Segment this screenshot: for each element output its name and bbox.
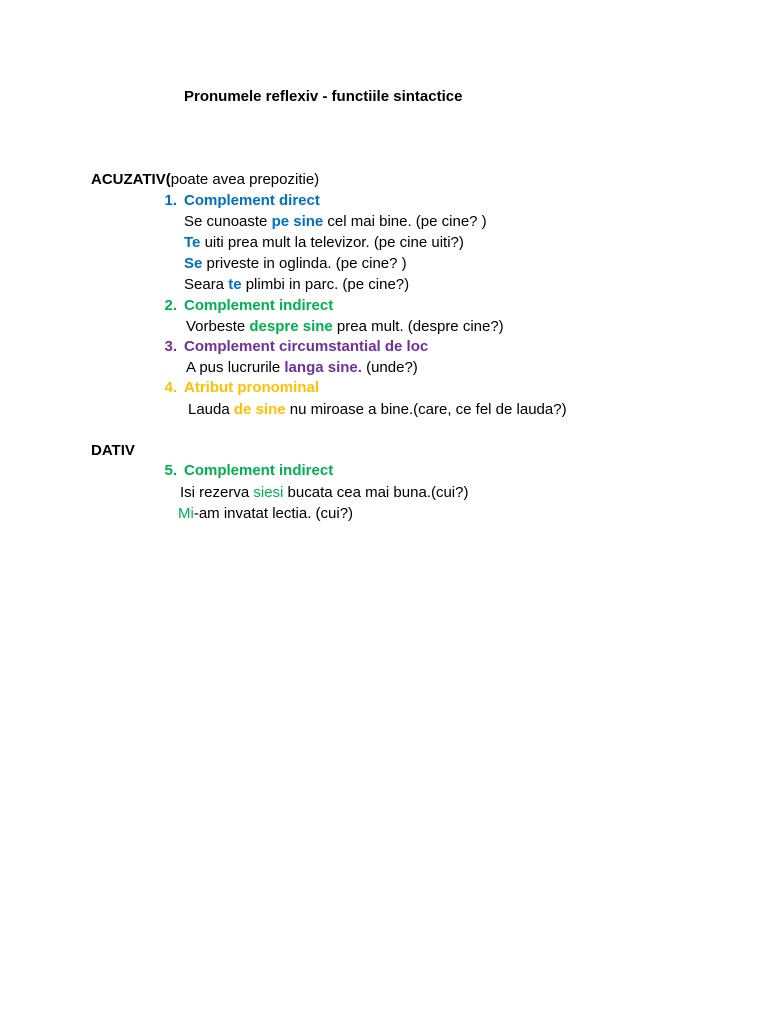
example-sentence	[188, 400, 567, 420]
list-item-complement-indirect-dativ	[155, 461, 333, 481]
example-sentence	[184, 233, 464, 253]
example-highlight: pe sine	[271, 213, 324, 230]
example-sentence	[184, 212, 487, 232]
example-highlight: te	[228, 276, 242, 293]
example-text: nu miroase a bine.(care, ce fel de lauda?)	[285, 401, 567, 418]
example-sentence	[178, 504, 353, 524]
acuzativ-heading-label: ACUZATIV(	[91, 171, 171, 188]
list-item-complement-circumstantial	[155, 337, 428, 357]
acuzativ-heading	[91, 170, 319, 190]
list-item-number: 3.	[164, 338, 177, 355]
example-text: Seara	[184, 276, 229, 293]
example-text: uiti prea mult la televizor. (pe cine uiti?)	[200, 234, 464, 251]
list-item-label: Complement indirect	[184, 297, 334, 314]
example-text: bucata cea mai buna.(cui?)	[283, 484, 469, 501]
example-highlight: Mi	[178, 505, 194, 522]
dativ-heading: DATIV	[91, 442, 135, 459]
example-highlight: despre sine	[249, 318, 333, 335]
list-item-label: Complement circumstantial de loc	[184, 338, 429, 355]
example-text: prea mult. (despre cine?)	[332, 318, 504, 335]
list-item-label: Atribut pronominal	[184, 379, 319, 396]
acuzativ-heading-close: )	[314, 171, 320, 188]
example-sentence	[186, 317, 504, 337]
list-item-number: 2.	[164, 297, 177, 314]
list-item-complement-indirect	[155, 296, 333, 316]
example-text: (unde?)	[361, 359, 418, 376]
example-highlight: de sine	[233, 401, 286, 418]
example-text: Isi rezerva	[180, 484, 254, 501]
example-sentence	[184, 254, 407, 274]
list-item-label: Complement direct	[184, 192, 320, 209]
example-text: plimbi in parc. (pe cine?)	[241, 276, 410, 293]
example-text: Lauda	[188, 401, 234, 418]
example-text: cel mai bine. (pe cine? )	[323, 213, 487, 230]
example-text: priveste in oglinda. (pe cine? )	[202, 255, 407, 272]
example-highlight: Se	[184, 255, 203, 272]
example-text: Se cunoaste	[184, 213, 272, 230]
example-sentence	[180, 483, 468, 503]
example-highlight: siesi	[253, 484, 284, 501]
list-item-atribut-pronominal	[155, 378, 319, 398]
example-text: Vorbeste	[186, 318, 250, 335]
example-highlight: langa sine.	[284, 359, 362, 376]
list-item-complement-direct	[155, 191, 320, 211]
example-text: -am invatat lectia. (cui?)	[193, 505, 354, 522]
example-text: A pus lucrurile	[186, 359, 285, 376]
acuzativ-heading-note: poate avea prepozitie	[170, 171, 315, 188]
example-highlight: Te	[184, 234, 201, 251]
list-item-number: 4.	[164, 379, 177, 396]
list-item-label: Complement indirect	[184, 462, 334, 479]
list-item-number: 5.	[164, 462, 177, 479]
list-item-number: 1.	[164, 192, 177, 209]
example-sentence	[186, 358, 418, 378]
page-title: Pronumele reflexiv - functiile sintactice	[184, 88, 463, 105]
example-sentence	[184, 275, 409, 295]
